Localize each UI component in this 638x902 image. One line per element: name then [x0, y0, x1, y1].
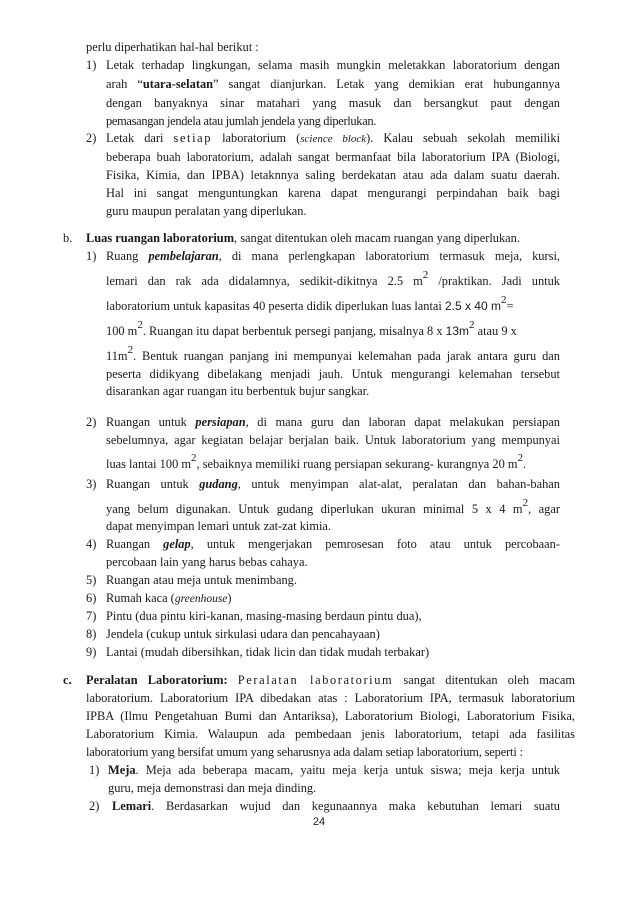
page-number: 24	[312, 816, 326, 828]
list-number: 5)	[86, 573, 97, 587]
paragraph-line: sebelumnya, agar kegiatan belajar berjalan baik. Untuk laboratorium yang mempunyai	[106, 433, 560, 447]
paragraph-line: Fisika, Kimia, dan IPBA) letaknnya saling berdekatan atau ada dalam suatu daerah.	[106, 168, 560, 182]
list-number: 3)	[86, 477, 97, 491]
paragraph-line: guru, meja demonstrasi dan meja dinding.	[108, 781, 317, 795]
list-number: 6)	[86, 591, 97, 605]
paragraph-line: Laboratorium Kimia. Walaupun ada pembedaan jenis laboratorium, tetapi ada fasilitas	[86, 727, 575, 741]
paragraph-line: Ruangan atau meja untuk menimbang.	[106, 573, 297, 587]
section-heading: Peralatan Laboratorium: Peralatan laboratorium sangat ditentukan oleh macam	[86, 673, 575, 687]
paragraph-line: luas lantai 100 $m^2$, sebaiknya memiliki ruang persiapan sekurang- kurangnya 20 $m^2$.	[106, 452, 527, 471]
paragraph-line: Ruangan untuk gudang, untuk menyimpan alat-alat, peralatan dan bahan-bahan	[106, 477, 560, 491]
list-number: 2)	[86, 415, 97, 429]
paragraph-line: laboratorium. Laboratorium IPA dibedakan atas : Laboratorium IPA, termasuk laboratorium	[86, 691, 575, 705]
paragraph-line: arah “utara-selatan” sangat dianjurkan. Letak yang demikian erat hubungannya	[106, 77, 560, 91]
paragraph-line: disarankan agar ruangan itu berbentuk bujur sangkar.	[106, 384, 370, 398]
paragraph-line: Jendela (cukup untuk sirkulasi udara dan pencahayaan)	[106, 627, 380, 641]
section-heading: Luas ruangan laboratorium, sangat ditentukan oleh macam ruangan yang diperlukan.	[86, 231, 520, 245]
paragraph-line: Letak dari setiap laboratorium (science block). Kalau sebuah sekolah memiliki	[106, 131, 561, 145]
paragraph-line: dapat menyimpan lemari untuk zat-zat kimia.	[106, 519, 332, 533]
paragraph-line: Rumah kaca (greenhouse)	[106, 591, 232, 605]
list-number: 4)	[86, 537, 97, 551]
paragraph-line: lemari dan rak ada didalamnya, sedikit-dikitnya 2.5 $m^2$ /praktikan. Jadi untuk	[106, 269, 560, 288]
paragraph-line: 100 $m^2$. Ruangan itu dapat berbentuk persegi panjang, misalnya 8 x $13m^2$ atau 9 x	[106, 319, 517, 338]
emphasis-text: utara-selatan	[142, 77, 214, 91]
paragraph-line: Pintu (dua pintu kiri-kanan, masing-masing berdaun pintu dua),	[106, 609, 422, 623]
paragraph-line: Ruangan gelap, untuk mengerjakan pemrosesan foto atau untuk percobaan-	[106, 537, 560, 551]
paragraph-line: dengan banyaknya sinar matahari yang masuk dan bersangkut paut dengan	[106, 96, 560, 110]
paragraph-line: beberapa buah laboratorium, adalah sangat bermanfaat bila laboratorium IPA (Biologi,	[106, 150, 560, 164]
paragraph-line: IPBA (Ilmu Pengetahuan Bumi dan Antariksa), Laboratorium Biologi, Laboratorium Fisika,	[86, 709, 575, 723]
paragraph-line: Meja. Meja ada beberapa macam, yaitu meja kerja untuk siswa; meja kerja untuk	[108, 763, 560, 777]
list-number: 2)	[86, 131, 97, 145]
list-number: 1)	[86, 58, 97, 72]
list-number: 2)	[89, 799, 100, 813]
paragraph-line: guru maupun peralatan yang diperlukan.	[106, 204, 307, 218]
list-number: 8)	[86, 627, 97, 641]
paragraph-line: Ruangan untuk persiapan, di mana guru dan laboran dapat melakukan persiapan	[106, 415, 561, 429]
section-letter: c.	[63, 673, 72, 687]
list-number: 7)	[86, 609, 97, 623]
paragraph-line: Letak terhadap lingkungan, selama masih mungkin meletakkan laboratorium dengan	[106, 58, 560, 72]
list-number: 1)	[89, 763, 100, 777]
list-number: 9)	[86, 645, 97, 659]
intro-line: perlu diperhatikan hal-hal berikut :	[86, 40, 259, 54]
paragraph-line: Lemari. Berdasarkan wujud dan kegunaannya maka kebutuhan lemari suatu	[112, 799, 560, 813]
paragraph-line: Ruang pembelajaran, di mana perlengkapan laboratorium termasuk meja, kursi,	[106, 249, 560, 263]
paragraph-line: peserta didikyang dibelakang menjadi jauh. Untuk mengurangi kelemahan tersebut	[106, 367, 560, 381]
paragraph-line: percobaan lain yang harus bebas cahaya.	[106, 555, 308, 569]
list-number: 1)	[86, 249, 97, 263]
paragraph-line: Lantai (mudah dibersihkan, tidak licin dan tidak mudah terbakar)	[106, 645, 430, 659]
paragraph-line: laboratorium yang bersifat umum yang seharusnya ada dalam setiap laboratorium, seperti :	[86, 745, 523, 759]
paragraph-line: $11m^2$. Bentuk ruangan panjang ini mempunyai kelemahan pada jarak antara guru dan	[106, 344, 560, 363]
section-letter: b.	[63, 231, 73, 245]
paragraph-line: laboratorium untuk kapasitas 40 peserta didik diperlukan luas lantai 2.5 x 40 $m^2=$	[106, 294, 514, 313]
paragraph-line: Hal ini sangat menguntungkan karena dapat mengurangi perpindahan baik bagi	[106, 186, 560, 200]
paragraph-line: pemasangan jendela atau jumlah jendela yang diperlukan.	[106, 114, 377, 128]
paragraph-line: yang belum digunakan. Untuk gudang diperlukan ukuran minimal 5 x 4 $m^2$, agar	[106, 497, 560, 516]
